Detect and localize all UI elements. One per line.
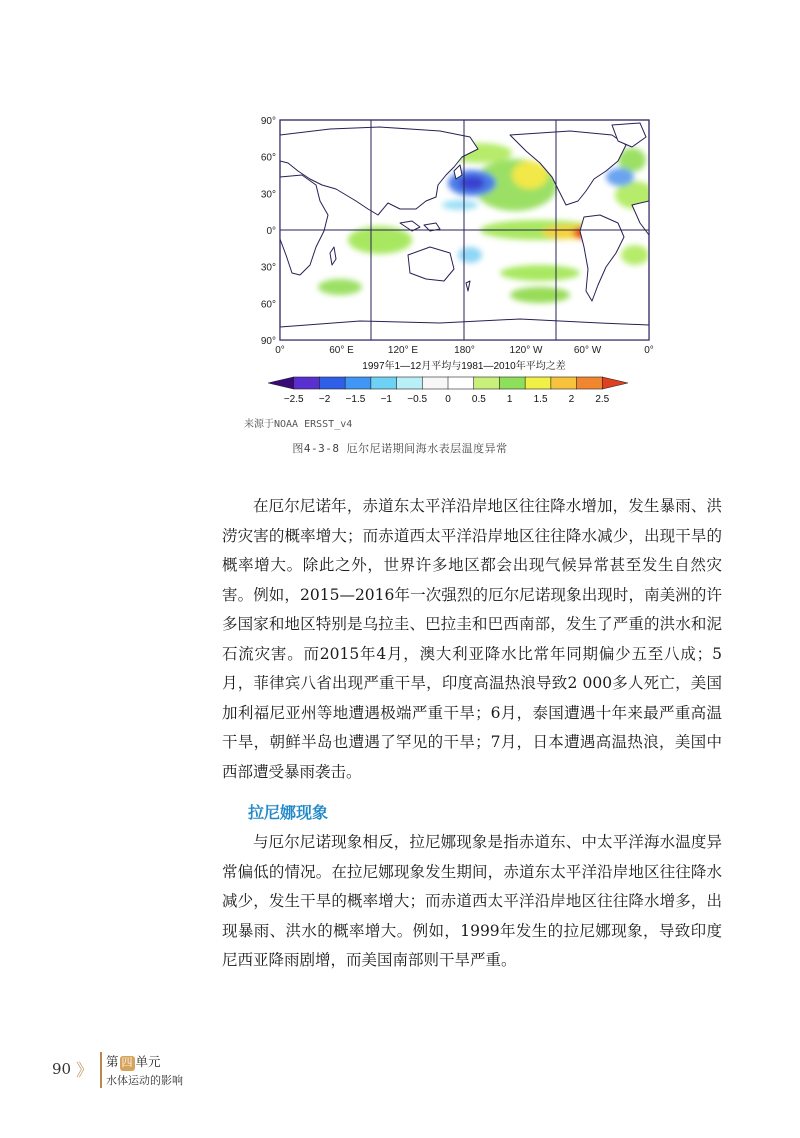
colorbar-segment <box>577 377 603 389</box>
latitude-axis <box>261 116 276 347</box>
map-caption: 1997年1—12月平均与1981—2010年平均之差 <box>362 361 566 372</box>
colorbar <box>268 377 628 389</box>
paragraph-la-nina <box>222 828 722 976</box>
longitude-axis <box>275 345 654 356</box>
colorbar-segment <box>474 377 500 389</box>
unit-title <box>106 1052 161 1071</box>
colorbar-tick-label: −2 <box>318 394 331 405</box>
lon-tick-label: 0° <box>644 345 654 356</box>
lon-tick-label: 120° W <box>509 345 543 356</box>
colorbar-tick-label: 2 <box>568 394 575 405</box>
colorbar-segment <box>345 377 371 389</box>
lat-tick-label: 30° <box>260 189 276 201</box>
colorbar-segment <box>397 377 423 389</box>
lat-tick-label: 30° <box>260 262 276 274</box>
warm-anomaly-s-ocean <box>510 287 570 303</box>
colorbar-segment <box>319 377 345 389</box>
paragraph-2: 与厄尔尼诺现象相反，拉尼娜现象是指赤道东、中太平洋海水温度异常偏低的情况。在拉尼娜现象发生期间，赤道东太平洋沿岸地区往往降水减少，发生干旱的概率增大；而赤道西太平洋沿岸地区往往降水增多，出现暴雨、洪水的概率增大。例如，1999年发生的拉尼娜现象，导致印度尼西亚降雨剧增，而美国南部则干旱严重。 <box>222 833 722 969</box>
colorbar-tick-label: −1.5 <box>345 394 366 405</box>
paragraph-1: 在厄尔尼诺年，赤道东太平洋沿岸地区往往降水增加，发生暴雨、洪涝灾害的概率增大；而赤道西太平洋沿岸地区往往降水减少，出现干旱的概率增大。除此之外，世界许多地区都会出现气候异常甚至发生自然灾害。例如，2015—2016年一次强烈的厄尔尼诺现象出现时，南美洲的许多国家和地区特别是乌拉圭、巴拉圭和巴西南部，发生了严重的洪水和泥石流灾害。而2015年4月，澳大利亚降水比常年同期偏少五至八成；5月，菲律宾八省出现严重干旱，印度高温热浪导致2 000多人死亡，美国加利福尼亚州等地遭遇极端严重干旱；6月，泰国遭遇十年来最严重高温干旱，朝鲜半岛也遭遇了罕见的干旱；7月，日本遭遇高温热浪，美国中西部遭受暴雨袭击。 <box>222 497 722 781</box>
colorbar-segment <box>499 377 525 389</box>
colorbar-ticks <box>284 394 610 405</box>
colorbar-segment <box>448 377 474 389</box>
cold-anomaly-w-pacific <box>442 200 478 210</box>
lat-tick-label: 0° <box>266 226 276 237</box>
unit-prefix: 第 <box>106 1055 119 1069</box>
colorbar-segment <box>422 377 448 389</box>
figure-caption: 图4-3-8 厄尔尼诺期间海水表层温度异常 <box>292 442 508 455</box>
colorbar-tick-label: −1 <box>380 394 392 405</box>
lat-tick-label: 90° <box>260 116 276 127</box>
colorbar-segment <box>525 377 551 389</box>
warm-anomaly-s-atlantic <box>621 245 649 265</box>
lon-tick-label: 60° W <box>573 345 602 356</box>
cold-anomaly-nw-pacific-core <box>459 176 485 190</box>
paragraph-el-nino-impacts <box>222 492 722 787</box>
colorbar-tick-label: 1 <box>506 394 513 405</box>
cold-anomaly-s-pacific <box>458 247 482 263</box>
page-number: 90 <box>52 1060 72 1078</box>
colorbar-tick-label: 2.5 <box>595 394 610 405</box>
colorbar-tick-label: 0 <box>445 394 451 405</box>
unit-suffix: 单元 <box>135 1055 161 1069</box>
lon-tick-label: 0° <box>275 345 285 356</box>
sst-anomaly-map <box>240 105 660 405</box>
warm-anomaly-s-indian <box>318 279 362 295</box>
section-title-la-nina: 拉尼娜现象 <box>248 805 329 822</box>
colorbar-tick-label: 0.5 <box>471 394 486 405</box>
colorbar-segment <box>294 377 320 389</box>
colorbar-segment <box>602 377 628 389</box>
colorbar-segment <box>268 377 294 389</box>
lon-tick-label: 60° E <box>329 345 354 356</box>
colorbar-segment <box>551 377 577 389</box>
colorbar-tick-label: 1.5 <box>533 394 548 405</box>
warm-anomaly-s-pacific <box>500 265 580 281</box>
colorbar-tick-label: −0.5 <box>407 394 428 405</box>
cold-anomaly-nw-atlantic <box>606 168 634 186</box>
unit-number-badge: 四 <box>121 1057 133 1069</box>
figure-source: 来源于NOAA ERSST_v4 <box>244 419 353 430</box>
chevron-icon: 》 <box>76 1061 93 1081</box>
lon-tick-label: 180° <box>454 345 475 356</box>
lat-tick-label: 90° <box>260 336 276 347</box>
footer-divider <box>100 1052 102 1088</box>
unit-subtitle: 水体运动的影响 <box>106 1075 183 1087</box>
lat-tick-label: 60° <box>260 152 276 164</box>
lon-tick-label: 120° E <box>387 345 419 356</box>
colorbar-tick-label: −2.5 <box>283 394 304 405</box>
lat-tick-label: 60° <box>260 299 276 311</box>
colorbar-segment <box>371 377 397 389</box>
